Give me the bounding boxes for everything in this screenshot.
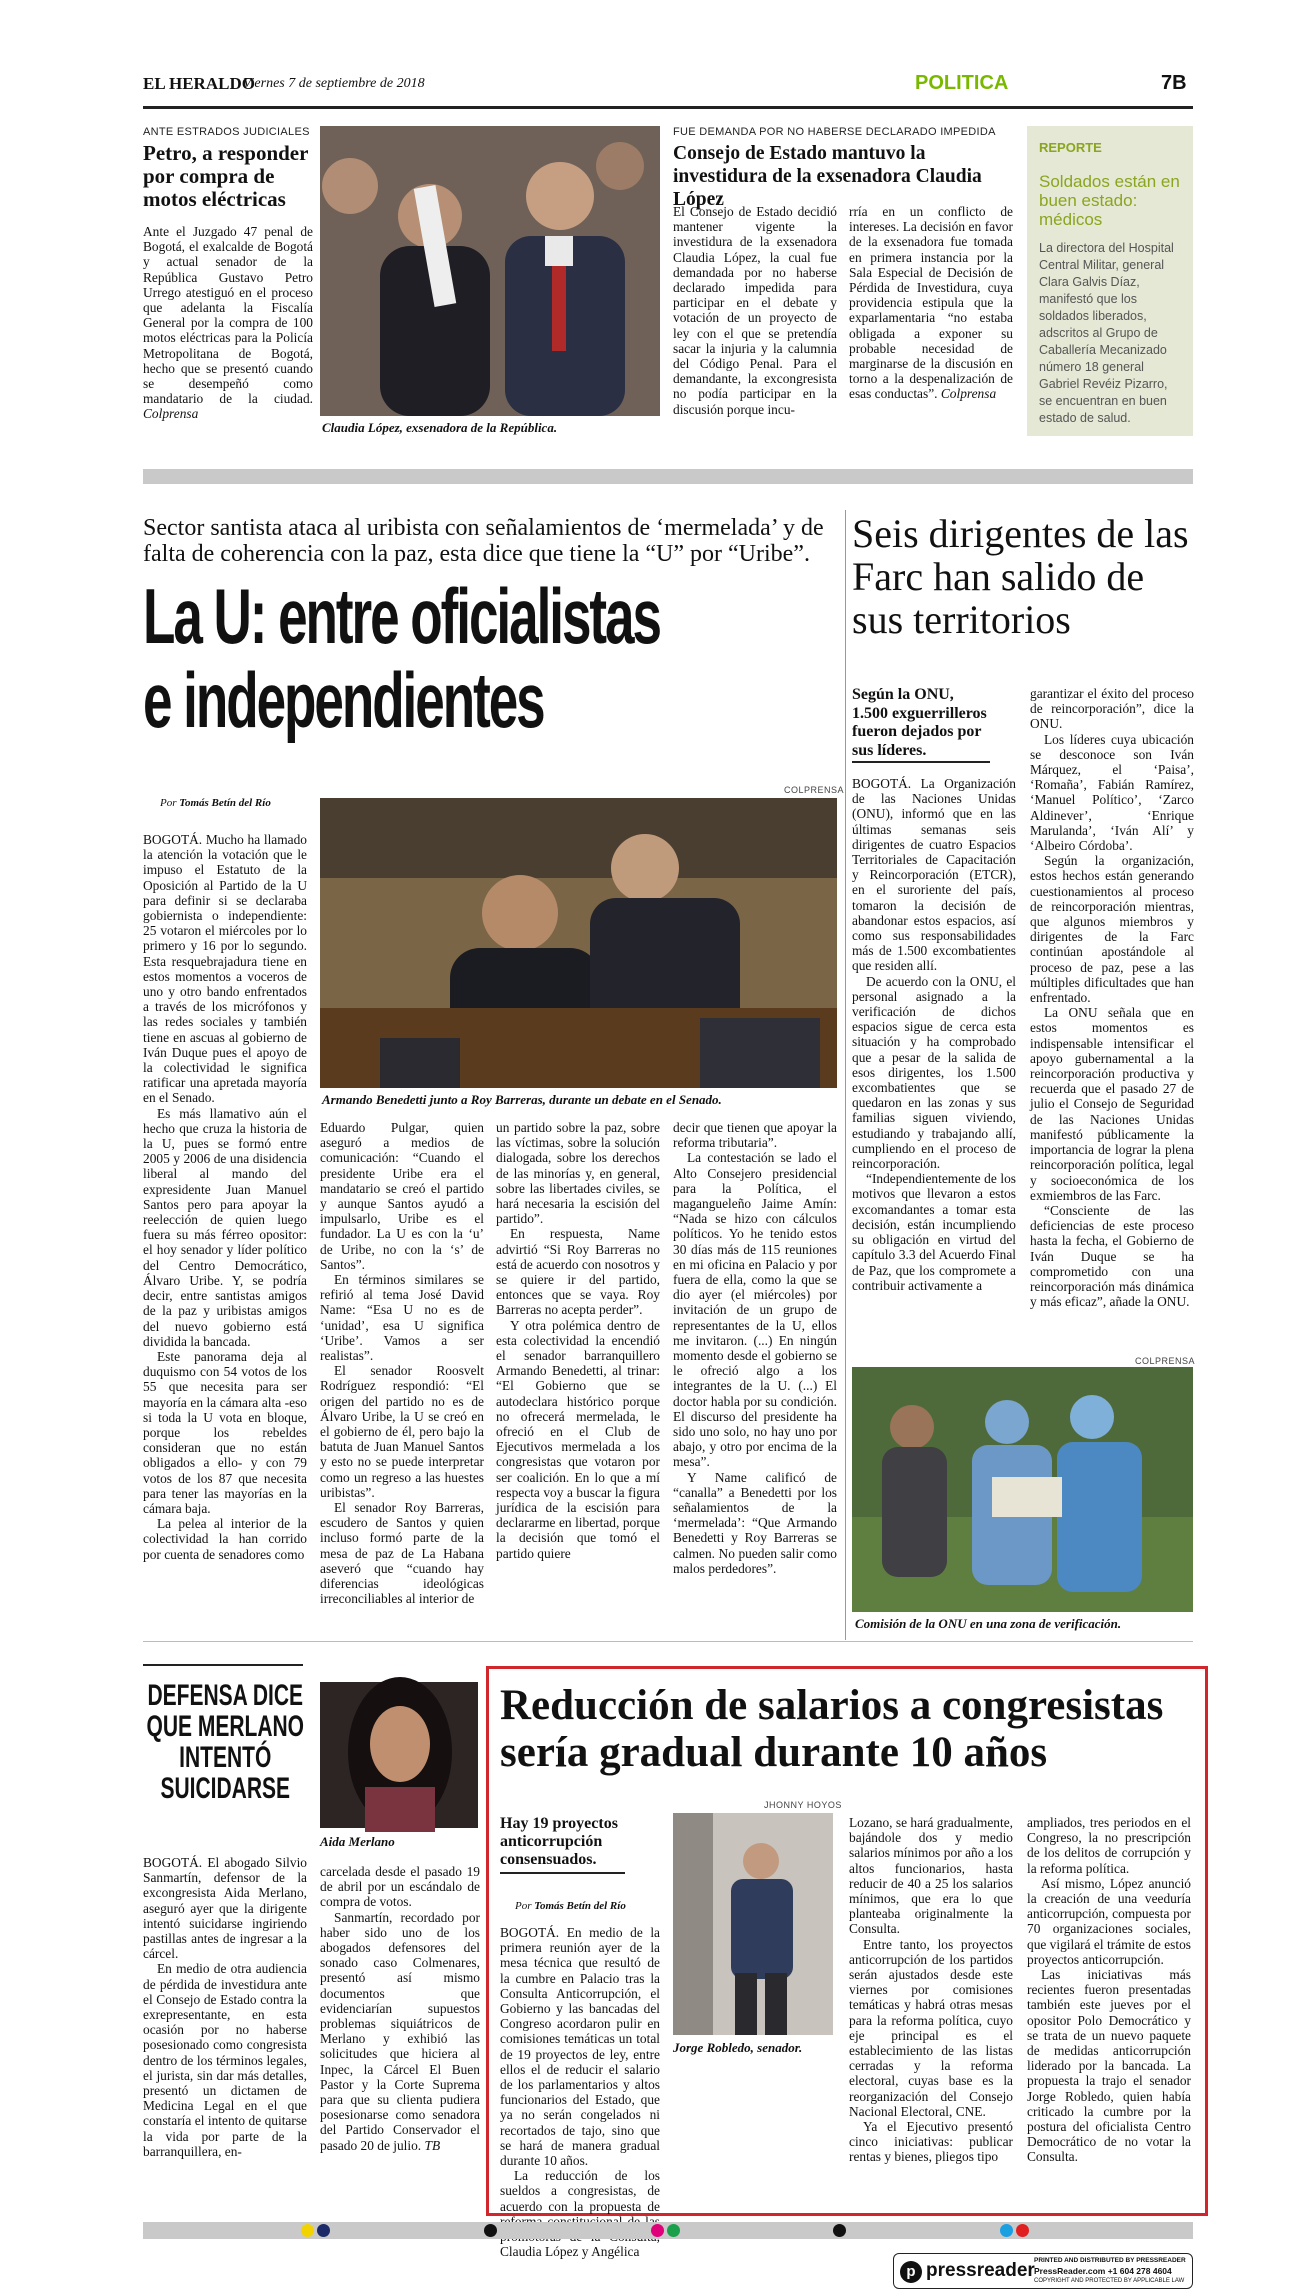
pressreader-brand: pressreader — [926, 2260, 1035, 2281]
consejo-col-1: El Consejo de Estado decidió mantener vigente la investidura de la exsenadora Claudia López, la cual fue demandada por no haberse declarado impedida para participar en el debate y votación de un proyecto de ley con el que se pretendía sacar la injuria y la calumnia del Código Penal. Para el demandante, la excongresista no podía participar en la discusión porque incu- — [673, 204, 837, 417]
lau-photo-credit: COLPRENSA — [784, 785, 845, 795]
reporte-label: REPORTE — [1039, 140, 1102, 155]
photo-illustration — [320, 126, 660, 416]
page-number: 7B — [1161, 72, 1187, 94]
photo-illustration — [320, 798, 837, 1088]
salarios-col-2: Lozano, se hará gradualmente, bajándole dos y medio salarios mínimos por año a los altos funcionarios, hasta reducir de 40 a 25 los salarios mínimos, que era lo que planteaba originalmente la Consulta. Entre tanto, los proyectos anticorrupción de los partidos serán ajustados desde este viernes por comisiones temáticas y habrá otras mesas para la reforma política, cuyo eje principal es el establecimiento de las listas cerradas y la reforma electoral, cuyas base es la reorganización del Consejo Nacional Electoral, CNE. Ya el Ejecutivo presentó cinco iniciativas: publicar rentas y bienes, pliegos tipo — [849, 1815, 1013, 2165]
photo-illustration — [673, 1813, 833, 2035]
merlano-col-2: carcelada desde el pasado 19 de abril por un escándalo de compra de votos. Sanmartín, recordado por haber sido uno de los abogados defensores del sonado caso Colmenares, presentó así mismo documentos que evidenciarían supuestos problemas siquiátricos de Merlano y exhibió las solicitudes que hiciera al Inpec, la Cárcel El Buen Pastor y la Corte Suprema para que su clienta pudiera posesionarse como senadora del Partido Conservador el pasado 20 de julio. TB — [320, 1864, 480, 2153]
reporte-headline: Soldados están en buen estado: médicos — [1039, 172, 1180, 229]
registration-dot-yellow — [301, 2224, 314, 2237]
merlano-col-1: BOGOTÁ. El abogado Silvio Sanmartín, defensor de la excongresista Aida Merlano, aseguró ayer que la dirigente intentó suicidarse ingiriendo pastillas antes de ingresar a la cárcel. En medio de otra audiencia de pérdida de investidura ante el Consejo de Estado contra la exrepresentante, en esta ocasión por no haberse posesionado como congresista dentro de los términos legales, el jurista, sin dar más detalles, presentó un dictamen de Medicina Legal en el que constaría el intento de quitarse la vida por parte de la barranquillera, en- — [143, 1855, 307, 2159]
pressreader-line-2: PressReader.com +1 604 278 4604 — [1034, 2266, 1172, 2276]
petro-kicker: ANTE ESTRADOS JUDICIALES — [143, 126, 310, 138]
pressreader-logo-icon: p — [900, 2261, 922, 2283]
paper-name: EL HERALDO — [143, 74, 255, 93]
consejo-headline: Consejo de Estado mantuvo la investidura de la exsenadora Claudia López — [673, 143, 982, 210]
consejo-kicker: FUE DEMANDA POR NO HABERSE DECLARADO IMPEDIDA — [673, 126, 996, 138]
farc-col-1: BOGOTÁ. La Organización de las Naciones Unidas (ONU), informó que en las últimas semanas seis dirigentes de cuatro Espacios Territoriales de Capacitación y Reincorporación (ETCR), en el suroriente del país, tomaron la decisión de abandonar estos espacios, así como sus responsabilidades más de 1.500 excombatientes que residen allí. De acuerdo con la ONU, el personal asignado a la verificación de dichos espacios sigue de cerca esta situación y ha comprobado que a pesar de la salida de esos dirigentes, los 1.500 excombatientes que se quedaron en las zonas y sus familias siguen viviendo, estudiando y trabajando allí, cumpliendo en el proceso de reincorporación. “Independientemente de los motivos que llevaron a estos excomandantes a tomar esta decisión, están incumpliendo su obligación en virtud del capítulo 3.3 del Acuerdo Final de Paz, que los compromete a contribuir activamente a — [852, 776, 1016, 1293]
consejo-col-2: rría en un conflicto de intereses. La decisión en favor de la exsenadora fue tomada en primera instancia por la Sala Especial de Decisión de Pérdida de Investidura, cuya providencia estipula que la exparlamentaria “no estaba obligada a exponer su probable necesidad de marginarse de la discusión en torno a la despenalización de esas conductas”. Colprensa — [849, 204, 1013, 402]
pressreader-line-3: COPYRIGHT AND PROTECTED BY APPLICABLE LAW — [1034, 2278, 1185, 2284]
merlano-caption: Aida Merlano — [320, 1834, 395, 1849]
salarios-headline: Reducción de salarios a congresistas sería gradual durante 10 años — [500, 1682, 1164, 1776]
lau-col-3: un partido sobre la paz, sobre las víctimas, sobre la solución dialogada, sobre los derechos de las minorías y, en general, sobre las libertades civiles, se hará necesaria la escisión del partido”. En respuesta, Name advirtió “Si Roy Barreras no está de acuerdo con nosotros y se quiere ir del partido, entonces que se vaya. Roy Barreras no acepta perder”. Y otra polémica dentro de esta colectividad la encendió el senador barranquillero Armando Benedetti, al trinar: “El Gobierno que se autodeclara histórico porque no ofrecerá mermelada, le ofreció en el Club de Ejecutivos mermelada a los congresistas que votaron por ser coalición. En lo que a mí respecta voy a buscar la figura jurídica de la escisión para declararme en libertad, porque la decisión que tomó el partido quiere — [496, 1120, 660, 1561]
merlano-headline: DEFENSA DICE QUE MERLANO INTENTÓ SUICIDARSE — [146, 1679, 304, 1805]
farc-headline: Seis dirigentes de las Farc han salido de sus territorios — [852, 511, 1189, 642]
pressreader-line-1: PRINTED AND DISTRIBUTED BY PRESSREADER — [1034, 2257, 1186, 2264]
reporte-body: La directora del Hospital Central Militar, general Clara Galvis Díaz, manifestó que los soldados liberados, adscritos al Grupo de Caballería Mecanizado número 18 general Gabriel Revéiz Pizarro, se encuentran en buen estado de salud. — [1039, 241, 1174, 425]
masthead — [143, 72, 1193, 102]
lau-col-4: decir que tienen que apoyar la reforma tributaria”. La contestación se lado el Alto Consejero presidencial para la Política, el magangueleño Jaime Amín: “Nada se hizo con cálculos políticos. Yo he tenido estos 30 días más de 115 reuniones en mi oficina en Palacio y por fuera de ella, como la que se dio ayer (el miércoles) por invitación de un grupo de representantes de la U, ellos me invitaron. (...) En ningún momento desde el gobierno se le ofreció algo a los integrantes de la U. (...) El doctor habla por su condición. El discurso del presidente ha sido uno solo, no hay uno por abajo, y otro por encima de la mesa”. Y Name calificó de “canalla” a Benedetti por los señalamientos de la ‘mermelada’: “Que Armando Benedetti y Roy Barreras se calmen. No pueden salir como malos perdedores”. — [673, 1120, 837, 1576]
petro-body: Ante el Juzgado 47 penal de Bogotá, el exalcalde de Bogotá y actual senador de la República Gustavo Petro Urrego atestiguó en el proceso que adelanta la Fiscalía General por la compra de 100 motos eléctricas para la Policía Metropolitana de Bogotá, hecho que se presentó cuando se desempeñó como mandatario de la ciudad. Colprensa — [143, 224, 313, 422]
masthead-rule — [143, 106, 1193, 109]
claudia-lopez-caption: Claudia López, exsenadora de la República. — [322, 420, 558, 435]
bottom-divider — [143, 1641, 1193, 1642]
registration-dot-red — [1016, 2224, 1029, 2237]
benedetti-barreras-photo — [320, 798, 837, 1088]
aida-merlano-photo — [320, 1682, 478, 1828]
farc-col-2: garantizar el éxito del proceso de reincorporación”, dice la ONU. Los líderes cuya ubicación se desconoce son Iván Márquez, el ‘Paisa’, ‘Romaña’, Fabián Ramírez, ‘Manuel Político’, ‘Zarco Aldinever’, ‘Enrique Marulanda’, ‘Iván Alí’ y ‘Albeiro Córdoba’. Según la organización, estos hechos están generando cuestionamientos al proceso de reincorporación mientras, que algunos miembros y dirigentes de la Farc continúan apostándole al proceso de paz, pese a las múltiples dificultades que han enfrentado. La ONU señala que en estos momentos es indispensable intensificar el apoyo gubernamental a la reincorporación productiva y recuerda que el pasado 27 de julio el Consejo de Seguridad de las Naciones Unidas manifestó públicamente la importancia de lograr la plena reincorporación política, legal y socioeconómica de los exmiembros de las Farc. “Consciente de las deficiencias de este proceso hasta la fecha, el Gobierno de Iván Duque se ha comprometido con una reincorporación más dinámica y más eficaz”, añade la ONU. — [1030, 686, 1194, 1310]
lau-col-1: BOGOTÁ. Mucho ha llamado la atención la votación que le impuso el Estatuto de la Oposición al Partido de la U para definir si se declaraba gobiernista o independiente: 25 votaron el miércoles por lo primero y 16 por lo segundo. Esta resquebrajadura tiene en estos momentos a voceros de uno y otro bando enfrentados a través de los micrófonos y las redes sociales y también tiene en ascuas al gobierno de Iván Duque pues el apoyo de la colectividad le significa ratificar una apretada mayoría en el Senado. Es más llamativo aún el hecho que cruza la historia de la U, pues se formó entre 2005 y 2006 de una disidencia liberal al mando del expresidente Juan Manuel Santos pero para apoyar la reelección de quien luego fuera su más férreo opositor: el hoy senador y líder político del Centro Democrático, Álvaro Uribe. Y, se podría decir, entre santistas amigos de la paz y uribistas amigos del nuevo gobierno está dividida la bancada. Este panorama deja al duquismo con 54 votos de los 55 que necesita para ser mayoría en la cámara alta -eso si toda la U vota en bloque, porque los rebeldes consideran que no están obligados a ello- y con 79 votos de los 87 que necesita para tener las mayorías en la cámara baja. La pelea al interior de la colectividad la han corrido por cuenta de senadores como — [143, 832, 307, 1562]
salarios-summary: Hay 19 proyectos anticorrupción consensuados. — [500, 1815, 618, 1868]
farc-photo-caption: Comisión de la ONU en una zona de verificación. — [855, 1616, 1122, 1631]
column-divider — [845, 510, 846, 1640]
salarios-col-1: BOGOTÁ. En medio de la primera reunión ayer de la mesa técnica que resultó de la cumbre en Palacio tras la Consulta Anticorrupción, el Gobierno y las bancadas del Congreso acordaron pulir en comisiones temáticas un total de 19 proyectos de ley, entre ellos el de reducir el salario de los parlamentarios y altos funcionarios del Estado, que ya no serán congelados ni recortados de tajo, sino que se hará de manera gradual durante 10 años. La reducción de los sueldos a congresistas, de acuerdo con la propuesta de Claudia López y Angélica — [500, 1925, 660, 2260]
registration-dot-magenta — [651, 2224, 664, 2237]
reporte-box — [1027, 126, 1193, 436]
photo-illustration — [320, 1682, 478, 1828]
section-name: POLITICA — [915, 72, 1009, 94]
lau-col-2: Eduardo Pulgar, quien aseguró a medios de comunicación: “Cuando el presidente Uribe era el mandatario se creó el partido y aunque Santos ayudó a impulsarlo, Uribe es el fundador. La U es con la ‘u’ de Uribe, no con la ‘s’ de Santos”. En términos similares se refirió al tema José David Name: “Esa U no es de ‘unidad’, esa U significa ‘Uribe’. Vamos a ser realistas”. El senador Roosvelt Rodríguez respondió: “El origen del partido no es de Álvaro Uribe, la U se creó en el gobierno de él, pero bajo la batuta de Juan Manuel Santos y esto no se puede interpretar como un regreso a las huestes uribistas”. El senador Roy Barreras, escudero de Santos y quien incluso formó parte de la mesa de paz de La Habana aseveró que “cuando hay diferencias ideológicas irreconciliables al interior de — [320, 1120, 484, 1607]
farc-summary-rule — [852, 761, 990, 763]
lau-headline-1: La U: entre oficialistas — [143, 572, 660, 660]
farc-summary: Según la ONU, 1.500 exguerrilleros fueron dejados por sus líderes. — [852, 686, 987, 759]
salarios-photo-credit: JHONNY HOYOS — [764, 1800, 842, 1810]
registration-dot-cyan — [1000, 2224, 1013, 2237]
salarios-summary-rule — [500, 1872, 625, 1874]
farc-photo-credit: COLPRENSA — [1135, 1356, 1196, 1366]
salarios-col-3: ampliados, tres periodos en el Congreso, la no prescripción de los delitos de corrupción y la reforma política. Así mismo, López anunció la creación de una veeduría anticorrupción, compuesta por 70 organizaciones sociales, que vigilará el trámite de estos proyectos anticorrupción. Las iniciativas más recientes fueron presentadas también este jueves por el opositor Polo Democrático y se trata de un nuevo paquete de medidas anticorrupción liderado por la bancada. La propuesta la trajo el senador Jorge Robledo, quien había criticado la cumbre por la postura del oficialista Centro Democrático de no votar la Consulta. — [1027, 1815, 1191, 2165]
jorge-robledo-photo — [673, 1813, 833, 2035]
robledo-caption: Jorge Robledo, senador. — [673, 2040, 803, 2055]
registration-dot-black-2 — [833, 2224, 846, 2237]
lau-byline: Por Tomás Betín del Río — [160, 797, 271, 809]
registration-dot-green — [667, 2224, 680, 2237]
lau-deck: Sector santista ataca al uribista con señalamientos de ‘mermelada’ y de falta de coherencia con la paz, esta dice que tiene la “U” por “Uribe”. — [143, 515, 824, 567]
salarios-byline: Por Tomás Betín del Río — [515, 1900, 626, 1912]
petro-headline: Petro, a responder por compra de motos eléctricas — [143, 141, 309, 211]
section-divider — [143, 469, 1193, 484]
registration-dot-black — [484, 2224, 497, 2237]
lau-photo-caption: Armando Benedetti junto a Roy Barreras, durante un debate en el Senado. — [322, 1092, 722, 1107]
merlano-top-rule — [143, 1664, 303, 1666]
issue-date: Viernes 7 de septiembre de 2018 — [243, 76, 425, 91]
lau-headline-2: e independientes — [143, 656, 544, 744]
registration-dot-navy — [317, 2224, 330, 2237]
photo-illustration — [852, 1367, 1193, 1612]
pressreader-badge[interactable] — [893, 2253, 1193, 2289]
onu-commission-photo — [852, 1367, 1193, 1612]
claudia-lopez-photo — [320, 126, 660, 416]
